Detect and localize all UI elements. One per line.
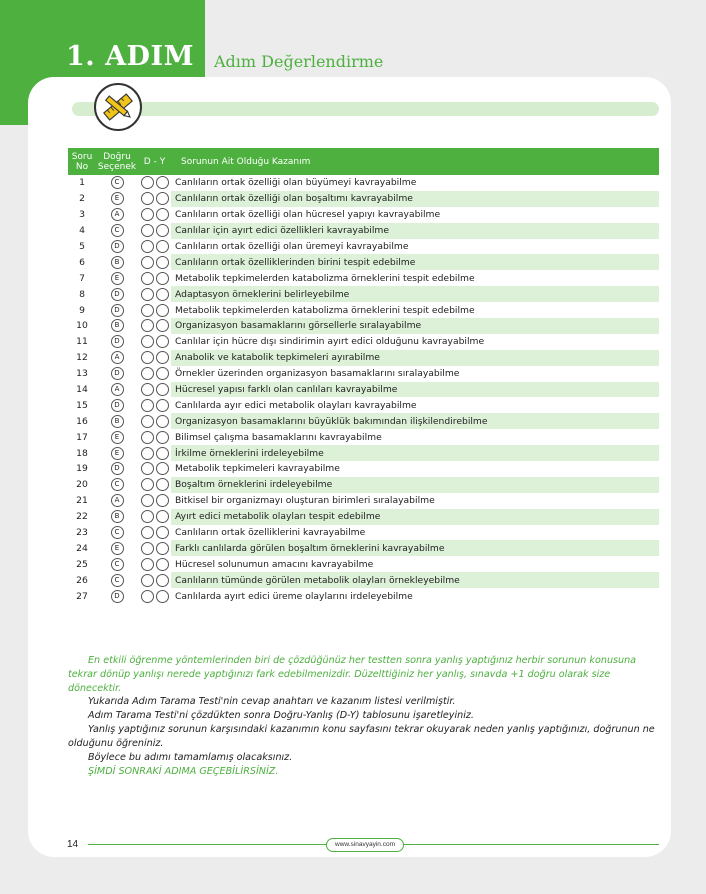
content-panel xyxy=(28,77,671,857)
false-bubble[interactable] xyxy=(156,351,169,364)
question-number: 18 xyxy=(76,447,88,459)
table-row xyxy=(68,239,659,255)
question-number: 13 xyxy=(76,368,88,380)
outcome-text: Anabolik ve katabolik tepkimeleri ayırabilme xyxy=(171,350,659,366)
true-false-cell xyxy=(138,191,171,207)
outcome-text: Hücresel yapısı farklı olan canlıları kavrayabilme xyxy=(171,382,659,398)
true-bubble[interactable] xyxy=(141,367,154,380)
answer-bubble: D xyxy=(111,367,124,380)
answer-bubble: B xyxy=(111,319,124,332)
correct-answer-cell xyxy=(96,509,138,525)
correct-answer-cell xyxy=(96,254,138,270)
true-false-cell xyxy=(138,334,171,350)
table-header-row xyxy=(68,148,659,175)
true-bubble[interactable] xyxy=(141,319,154,332)
true-false-cell xyxy=(138,445,171,461)
outcome-text: Canlıların ortak özelliği olan üremeyi kavrayabilme xyxy=(175,241,409,252)
true-false-cell xyxy=(138,318,171,334)
correct-answer-cell xyxy=(96,318,138,334)
true-bubble[interactable] xyxy=(141,415,154,428)
false-bubble[interactable] xyxy=(156,224,169,237)
correct-answer-cell xyxy=(96,556,138,572)
question-number: 17 xyxy=(76,431,88,443)
question-number: 4 xyxy=(79,225,85,237)
true-false-cell xyxy=(138,413,171,429)
answer-bubble: D xyxy=(111,462,124,475)
question-number: 5 xyxy=(79,241,85,252)
question-number: 10 xyxy=(76,320,88,332)
outcome-text: Canlıların ortak özelliklerini kavrayabilme xyxy=(175,527,366,539)
step-title: 1. ADIM xyxy=(66,41,194,72)
answer-bubble: B xyxy=(111,510,124,523)
question-number: 9 xyxy=(79,304,85,316)
table-row xyxy=(68,509,659,525)
correct-answer-cell xyxy=(96,445,138,461)
question-number: 3 xyxy=(79,209,85,221)
table-row xyxy=(68,429,659,445)
question-number: 20 xyxy=(76,479,88,491)
correct-answer-cell xyxy=(96,461,138,477)
correct-answer-cell xyxy=(96,302,138,318)
table-row xyxy=(68,397,659,413)
outcome-text: Adaptasyon örneklerini belirleyebilme xyxy=(171,286,659,302)
ruler-pencil-icon xyxy=(94,83,142,131)
answer-bubble: C xyxy=(111,574,124,587)
outcome-text: İrkilme örneklerini irdeleyebilme xyxy=(171,445,659,461)
outcome-text: Canlılarda ayırt edici üreme olaylarını irdeleyebilme xyxy=(175,590,413,602)
table-row xyxy=(68,477,659,493)
answer-bubble: D xyxy=(111,288,124,301)
true-bubble[interactable] xyxy=(141,351,154,364)
table-row xyxy=(68,334,659,350)
outcome-text: Metabolik tepkimelerden katabolizma örneklerini tespit edebilme xyxy=(175,304,475,316)
false-bubble[interactable] xyxy=(156,335,169,348)
table-row xyxy=(68,286,659,302)
true-bubble[interactable] xyxy=(141,192,154,205)
false-bubble[interactable] xyxy=(156,447,169,460)
answer-bubble: D xyxy=(111,240,124,253)
table-row xyxy=(68,382,659,398)
correct-answer-cell xyxy=(96,572,138,588)
false-bubble[interactable] xyxy=(156,431,169,444)
true-bubble[interactable] xyxy=(141,224,154,237)
answer-bubble: E xyxy=(111,192,124,205)
true-false-cell xyxy=(138,461,171,477)
true-bubble[interactable] xyxy=(141,240,154,253)
outcome-text: Canlıların ortak özelliği olan boşaltımı kavrayabilme xyxy=(171,191,659,207)
note-line-4: Böylece bu adımı tamamlamış olacaksınız. xyxy=(88,752,293,763)
false-bubble[interactable] xyxy=(156,192,169,205)
correct-answer-cell xyxy=(96,493,138,509)
answer-bubble: A xyxy=(111,351,124,364)
outcome-text: Metabolik tepkimeleri kavrayabilme xyxy=(175,463,340,475)
answer-bubble: A xyxy=(111,494,124,507)
table-row xyxy=(68,270,659,286)
question-number: 1 xyxy=(79,177,85,189)
outcome-text: Canlıların ortak özelliği olan hücresel yapıyı kavrayabilme xyxy=(175,209,441,221)
outcome-text: Canlıların ortak özelliklerinden birini tespit edebilme xyxy=(171,254,659,270)
false-bubble[interactable] xyxy=(156,208,169,221)
false-bubble[interactable] xyxy=(156,304,169,317)
outcome-text: Ayırt edici metabolik olayları tespit edebilme xyxy=(171,509,659,525)
correct-answer-cell xyxy=(96,334,138,350)
true-bubble[interactable] xyxy=(141,304,154,317)
table-row xyxy=(68,525,659,541)
correct-answer-cell xyxy=(96,477,138,493)
false-bubble[interactable] xyxy=(156,558,169,571)
outcome-text: Canlıların ortak özelliği olan büyümeyi kavrayabilme xyxy=(175,177,417,189)
false-bubble[interactable] xyxy=(156,590,169,603)
note-line-1: Yukarıda Adım Tarama Testi'nin cevap anahtarı ve kazanım listesi verilmiştir. xyxy=(88,696,456,707)
outcome-text: Bitkisel bir organizmayı oluşturan birimleri sıralayabilme xyxy=(175,495,435,507)
false-bubble[interactable] xyxy=(156,288,169,301)
true-bubble[interactable] xyxy=(141,590,154,603)
true-false-cell xyxy=(138,254,171,270)
true-bubble[interactable] xyxy=(141,399,154,412)
false-bubble[interactable] xyxy=(156,526,169,539)
table-row xyxy=(68,540,659,556)
question-number: 15 xyxy=(76,399,88,411)
outcome-text: Farklı canlılarda görülen boşaltım örneklerini kavrayabilme xyxy=(171,540,659,556)
true-bubble[interactable] xyxy=(141,526,154,539)
answer-bubble: D xyxy=(111,399,124,412)
outcome-text: Boşaltım örneklerini irdeleyebilme xyxy=(171,477,659,493)
false-bubble[interactable] xyxy=(156,176,169,189)
false-bubble[interactable] xyxy=(156,399,169,412)
tip-paragraph: En etkili öğrenme yöntemlerinden biri de çözdüğünüz her testten sonra yanlış yaptığınız herbir sorunun konusuna tekrar dönüp yanlışı nerede yaptığınızı fark edebilmenizdir. Düzelttiğiniz her yanlış, sınavda +1 doğru olarak size dönecektir. xyxy=(68,655,637,694)
true-bubble[interactable] xyxy=(141,431,154,444)
answer-bubble: C xyxy=(111,478,124,491)
false-bubble[interactable] xyxy=(156,510,169,523)
true-bubble[interactable] xyxy=(141,272,154,285)
question-number: 19 xyxy=(76,463,88,475)
true-false-cell xyxy=(138,239,171,255)
answer-bubble: D xyxy=(111,335,124,348)
question-number: 27 xyxy=(76,590,88,602)
true-false-cell xyxy=(138,525,171,541)
outcome-text: Örnekler üzerinden organizasyon basamaklarını sıralayabilme xyxy=(175,368,460,380)
footer-url[interactable]: www.sinavyayin.com xyxy=(326,838,404,852)
answer-bubble: E xyxy=(111,542,124,555)
true-bubble[interactable] xyxy=(141,478,154,491)
false-bubble[interactable] xyxy=(156,256,169,269)
answer-bubble: B xyxy=(111,256,124,269)
true-bubble[interactable] xyxy=(141,208,154,221)
true-false-cell xyxy=(138,540,171,556)
table-row xyxy=(68,302,659,318)
answer-bubble: C xyxy=(111,224,124,237)
table-row xyxy=(68,207,659,223)
correct-answer-cell xyxy=(96,525,138,541)
table-row xyxy=(68,413,659,429)
false-bubble[interactable] xyxy=(156,240,169,253)
false-bubble[interactable] xyxy=(156,462,169,475)
question-number: 23 xyxy=(76,527,88,539)
true-false-cell xyxy=(138,175,171,191)
correct-answer-cell xyxy=(96,588,138,604)
outcome-text: Canlılar için hücre dışı sindirimin ayırt edici olduğunu kavrayabilme xyxy=(175,336,485,348)
true-bubble[interactable] xyxy=(141,494,154,507)
true-false-cell xyxy=(138,366,171,382)
true-bubble[interactable] xyxy=(141,256,154,269)
true-false-cell xyxy=(138,207,171,223)
outcome-text: Canlılarda ayır edici metabolik olayları kavrayabilme xyxy=(175,399,417,411)
correct-answer-cell xyxy=(96,239,138,255)
correct-answer-cell xyxy=(96,350,138,366)
correct-answer-cell xyxy=(96,429,138,445)
true-bubble[interactable] xyxy=(141,510,154,523)
false-bubble[interactable] xyxy=(156,415,169,428)
question-number: 7 xyxy=(79,272,85,284)
col-outcome: Sorunun Ait Olduğu Kazanım xyxy=(171,148,659,175)
answer-bubble: C xyxy=(111,176,124,189)
true-false-cell xyxy=(138,493,171,509)
answer-bubble: A xyxy=(111,208,124,221)
true-false-cell xyxy=(138,286,171,302)
correct-answer-cell xyxy=(96,191,138,207)
true-false-cell xyxy=(138,382,171,398)
note-line-3: Yanlış yaptığınız sorunun karşısındaki kazanımın konu sayfasını tekrar okuyarak neden yanlış yaptığınızı, doğrunun ne olduğunu öğreniniz. xyxy=(68,724,655,749)
outcome-text: Metabolik tepkimelerden katabolizma örneklerini tespit edebilme xyxy=(175,272,475,284)
table-row xyxy=(68,461,659,477)
step-subtitle: Adım Değerlendirme xyxy=(214,52,384,71)
true-bubble[interactable] xyxy=(141,542,154,555)
question-number: 16 xyxy=(76,415,88,427)
col-correct-answer: Doğru Seçenek xyxy=(96,148,138,175)
outcome-text: Hücresel solunumun amacını kavrayabilme xyxy=(175,558,374,570)
true-bubble[interactable] xyxy=(141,462,154,475)
true-false-cell xyxy=(138,270,171,286)
true-false-cell xyxy=(138,302,171,318)
table-row xyxy=(68,175,659,191)
table-row xyxy=(68,493,659,509)
answer-bubble: C xyxy=(111,558,124,571)
table-row xyxy=(68,588,659,604)
correct-answer-cell xyxy=(96,286,138,302)
outcome-text: Canlılar için ayırt edici özellikleri kavrayabilme xyxy=(171,223,659,239)
true-false-cell xyxy=(138,429,171,445)
true-false-cell xyxy=(138,509,171,525)
true-false-cell xyxy=(138,350,171,366)
true-bubble[interactable] xyxy=(141,335,154,348)
answer-bubble: A xyxy=(111,383,124,396)
correct-answer-cell xyxy=(96,382,138,398)
question-number: 26 xyxy=(76,574,88,586)
question-number: 11 xyxy=(76,336,88,348)
question-number: 22 xyxy=(76,511,88,523)
true-false-cell xyxy=(138,572,171,588)
true-false-cell xyxy=(138,588,171,604)
answer-bubble: E xyxy=(111,431,124,444)
true-false-cell xyxy=(138,556,171,572)
answer-bubble: D xyxy=(111,304,124,317)
outcome-text: Canlıların tümünde görülen metabolik olayları örnekleyebilme xyxy=(171,572,659,588)
table-row xyxy=(68,223,659,239)
answer-bubble: C xyxy=(111,526,124,539)
outcome-text: Bilimsel çalışma basamaklarını kavrayabilme xyxy=(175,431,382,443)
answer-bubble: D xyxy=(111,590,124,603)
true-bubble[interactable] xyxy=(141,288,154,301)
false-bubble[interactable] xyxy=(156,494,169,507)
table-row xyxy=(68,191,659,207)
question-number: 12 xyxy=(76,352,88,364)
false-bubble[interactable] xyxy=(156,367,169,380)
correct-answer-cell xyxy=(96,223,138,239)
true-bubble[interactable] xyxy=(141,383,154,396)
question-number: 21 xyxy=(76,495,88,507)
page-number: 14 xyxy=(67,839,79,850)
true-false-cell xyxy=(138,223,171,239)
question-number: 14 xyxy=(76,384,88,396)
true-bubble[interactable] xyxy=(141,176,154,189)
answer-key-table xyxy=(68,148,659,604)
answer-bubble: E xyxy=(111,272,124,285)
false-bubble[interactable] xyxy=(156,272,169,285)
correct-answer-cell xyxy=(96,413,138,429)
true-false-cell xyxy=(138,397,171,413)
false-bubble[interactable] xyxy=(156,383,169,396)
table-row xyxy=(68,445,659,461)
outcome-text: Organizasyon basamaklarını büyüklük bakımından ilişkilendirebilme xyxy=(171,413,659,429)
next-step-notice: ŞİMDİ SONRAKİ ADIMA GEÇEBİLİRSİNİZ. xyxy=(88,766,279,777)
note-line-2: Adım Tarama Testi'ni çözdükten sonra Doğru-Yanlış (D-Y) tablosunu işaretleyiniz. xyxy=(88,710,474,721)
col-question-no: Soru No xyxy=(68,148,96,175)
true-bubble[interactable] xyxy=(141,574,154,587)
table-row xyxy=(68,366,659,382)
answer-bubble: E xyxy=(111,447,124,460)
correct-answer-cell xyxy=(96,207,138,223)
answer-bubble: B xyxy=(111,415,124,428)
true-false-cell xyxy=(138,477,171,493)
false-bubble[interactable] xyxy=(156,542,169,555)
decorative-bar xyxy=(72,102,659,116)
table-row xyxy=(68,572,659,588)
outcome-text: Organizasyon basamaklarını görsellerle sıralayabilme xyxy=(171,318,659,334)
correct-answer-cell xyxy=(96,366,138,382)
false-bubble[interactable] xyxy=(156,319,169,332)
false-bubble[interactable] xyxy=(156,478,169,491)
table-row xyxy=(68,254,659,270)
correct-answer-cell xyxy=(96,175,138,191)
correct-answer-cell xyxy=(96,540,138,556)
table-row xyxy=(68,318,659,334)
false-bubble[interactable] xyxy=(156,574,169,587)
question-number: 2 xyxy=(79,193,85,205)
true-bubble[interactable] xyxy=(141,558,154,571)
question-number: 24 xyxy=(76,542,88,554)
correct-answer-cell xyxy=(96,270,138,286)
table-row xyxy=(68,556,659,572)
question-number: 8 xyxy=(79,288,85,300)
col-true-false: D - Y xyxy=(138,148,171,175)
true-bubble[interactable] xyxy=(141,447,154,460)
question-number: 6 xyxy=(79,256,85,268)
question-number: 25 xyxy=(76,558,88,570)
correct-answer-cell xyxy=(96,397,138,413)
table-row xyxy=(68,350,659,366)
